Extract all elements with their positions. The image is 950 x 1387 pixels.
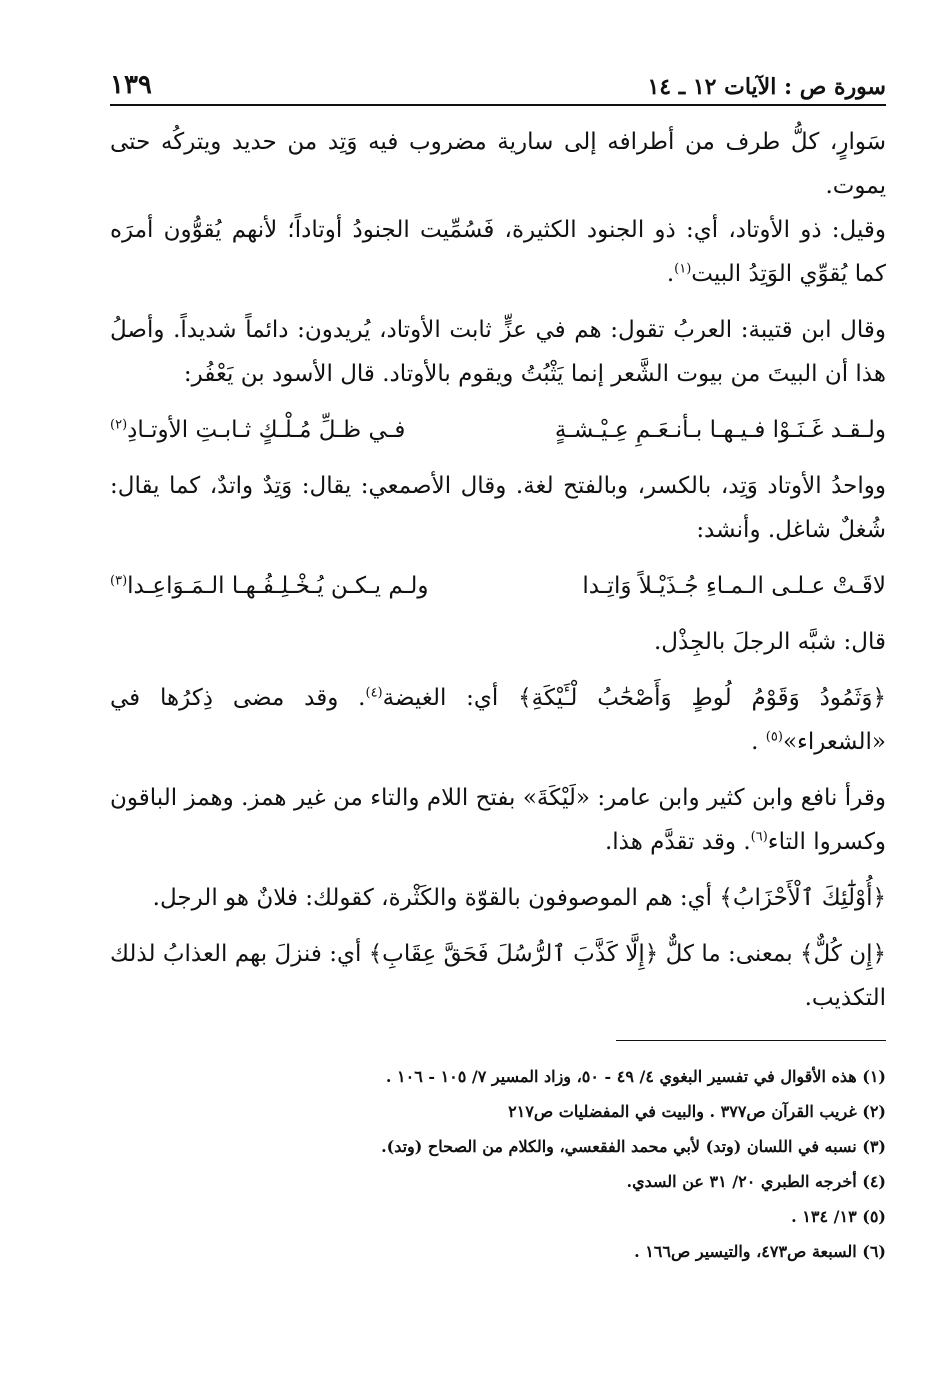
footnote: (٣) نسبه في اللسان (وتد) لأبي محمد الفقعسي، والكلام من الصحاح (وتد). bbox=[381, 1137, 886, 1156]
poem-verse bbox=[110, 408, 886, 452]
paragraph: وقيل: ذو الأوتاد، أي: ذو الجنود الكثيرة، فَسُمِّيت الجنودُ أوتاداً؛ لأنهم يُقوُّون أمرَه كما يُقوِّي الوَتِدُ البيت$^{(١)}$. bbox=[110, 217, 886, 287]
footnotes bbox=[110, 1059, 886, 1269]
footnote: (١) هذه الأقوال في تفسير البغوي ٤/ ٤٩ - ٥٠، وزاد المسير ٧/ ١٠٥ - ١٠٦ . bbox=[385, 1067, 886, 1086]
footnote: (٢) غريب القرآن ص٣٧٧ . والبيت في المفضليات ص٢١٧ bbox=[508, 1102, 886, 1121]
verse-first-hemistich: لاقَـتْ عـلـى الـمـاءِ جُـذَيْـلاً وَاتِـدا bbox=[582, 573, 886, 599]
verse-first-hemistich: ولـقـد غَـنَـوْا فـيـهـا بـأنـعَـمِ عِـيْـشـةٍ bbox=[554, 417, 886, 443]
footnote: (٤) أخرجه الطبري ٢٠/ ٣١ عن السدي. bbox=[626, 1172, 886, 1191]
paragraph: قال: شبَّه الرجلَ بالجِذْل. bbox=[653, 629, 886, 655]
main-text bbox=[110, 120, 886, 1020]
paragraph: ﴿إِن كُلٌّ﴾ بمعنى: ما كلٌّ ﴿إِلَّا كَذَّبَ ٱلرُّسُلَ فَحَقَّ عِقَابِ﴾ أي: فنزلَ بهم العذابُ لذلك التكذيب. bbox=[110, 941, 886, 1011]
footnote-marker: (٥) bbox=[765, 729, 783, 745]
paragraph: ﴿أُوْلَٰٓئِكَ ٱلْأَحْزَابُ﴾ أي: هم الموصوفون بالقوّة والكَثْرة، كقولك: فلانٌ هو الرجل. bbox=[152, 885, 886, 911]
paragraph-text: . وقد مضى ذِكرُها في «الشعراء» bbox=[110, 685, 886, 755]
footnote: (٥) ١٣/ ١٣٤ . bbox=[791, 1207, 886, 1226]
paragraph: سَوارٍ، كلُّ طرف من أطرافه إلى سارية مضروب فيه وَتِد من حديد ويتركُه حتى يموت. bbox=[110, 129, 886, 199]
poem-verse bbox=[110, 564, 886, 608]
paragraph bbox=[110, 776, 886, 864]
footnote: (٦) السبعة ص٤٧٣، والتيسير ص١٦٦ . bbox=[634, 1242, 886, 1261]
footnote-marker: (٢) bbox=[110, 417, 128, 433]
paragraph-text: . وقد تقدَّم هذا. bbox=[604, 829, 751, 855]
paragraph: ﴿وَثَمُودُ وَقَوْمُ لُوطٍ وَأَصْحَٰبُ لْـَٔيْكَةِ﴾ أي: الغيضة$^{(٤)}$. وقد مضى ذِكرُها في «الشعراء»$^{(٥)}$ . bbox=[110, 685, 886, 755]
paragraph-text: وقرأ نافع وابن كثير وابن عامر: «لَيْكَةَ» بفتح اللام والتاء من غير همز. وهمز الباقون وكسروا التاء bbox=[110, 785, 886, 855]
footnote-marker: (٣) bbox=[110, 573, 128, 589]
paragraph-text: وقيل: ذو الأوتاد، أي: ذو الجنود الكثيرة، فَسُمِّيت الجنودُ أوتاداً؛ لأنهم يُقوُّون أمرَه كما يُقوِّي الوَتِدُ البيت bbox=[110, 217, 886, 287]
book-page bbox=[110, 62, 886, 1322]
running-header bbox=[110, 62, 886, 106]
verse-second-hemistich: فـي ظـلِّ مُـلْـكٍ ثـابـتِ الأوتـادِ$^{(٢)}$ bbox=[110, 417, 406, 443]
verse-second-hemistich: ولـم يـكـن يُـخْـلِـفُـهـا الـمَـوَاعِـدا$^{(٣)}$ bbox=[110, 573, 429, 599]
footnote-marker: (٦) bbox=[750, 829, 768, 845]
quran-quote-text: ﴿وَثَمُودُ وَقَوْمُ لُوطٍ وَأَصْحَٰبُ لْـَٔيْكَةِ﴾ أي: الغيضة bbox=[382, 685, 886, 711]
footnote-marker: (٤) bbox=[365, 685, 383, 701]
paragraph: وواحدُ الأوتاد وَتِد، بالكسر، وبالفتح لغة. وقال الأصمعي: يقال: وَتِدٌ واتدٌ، كما يقال: شُغلٌ شاغل. وأنشد: bbox=[110, 473, 886, 543]
footnote-marker: (١) bbox=[674, 261, 692, 277]
footnote-separator bbox=[616, 1040, 886, 1041]
paragraph: وقال ابن قتيبة: العربُ تقول: هم في عزٍّ ثابت الأوتاد، يُريدون: دائماً شديداً. وأصلُ هذا أن البيتَ من بيوت الشَّعر إنما يَثْبُتُ ويقوم بالأوتاد. قال الأسود بن يَعْفُر: bbox=[110, 317, 886, 387]
chapter-title: سورة ص : الآيات ١٢ ـ ١٤ bbox=[647, 74, 886, 100]
page-number: ١٣٩ bbox=[110, 70, 152, 100]
